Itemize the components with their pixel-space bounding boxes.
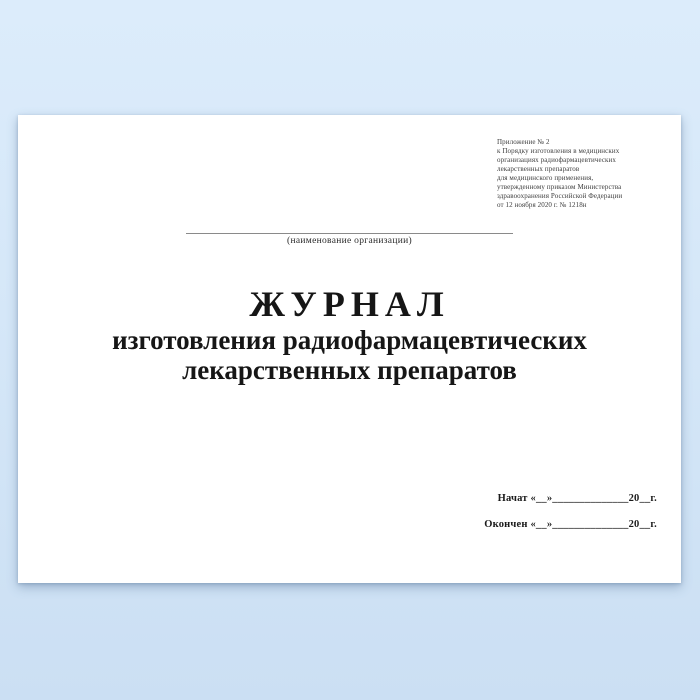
regulation-reference-line: утвержденному приказом Министерства xyxy=(497,183,622,191)
title-block xyxy=(18,283,681,385)
regulation-reference-line: к Порядку изготовления в медицинских xyxy=(497,147,620,155)
journal-subtitle-line1: изготовления радиофармацевтических xyxy=(112,325,587,355)
regulation-reference-line: организациях радиофармацевтических xyxy=(497,156,616,164)
dates-block xyxy=(484,492,657,544)
date-started-line: Начат «__»______________20__г. xyxy=(497,493,657,504)
journal-cover-page xyxy=(18,115,681,583)
regulation-reference-line: от 12 ноября 2020 г. № 1218н xyxy=(497,201,587,209)
regulation-reference-line: для медицинского применения, xyxy=(497,174,594,182)
regulation-reference-line: здравоохранения Российской Федерации xyxy=(497,192,623,200)
date-finished-line: Окончен «__»______________20__г. xyxy=(484,519,657,530)
organization-caption: (наименование организации) xyxy=(287,236,412,246)
regulation-reference-line: лекарственных препаратов xyxy=(497,165,580,173)
regulation-reference-line: Приложение № 2 xyxy=(497,138,550,146)
organization-name-block xyxy=(18,225,681,246)
regulation-reference-note xyxy=(497,138,672,210)
journal-title: ЖУРНАЛ xyxy=(249,284,450,324)
journal-subtitle-line2: лекарственных препаратов xyxy=(182,355,517,385)
organization-name-blank-line xyxy=(186,225,513,234)
